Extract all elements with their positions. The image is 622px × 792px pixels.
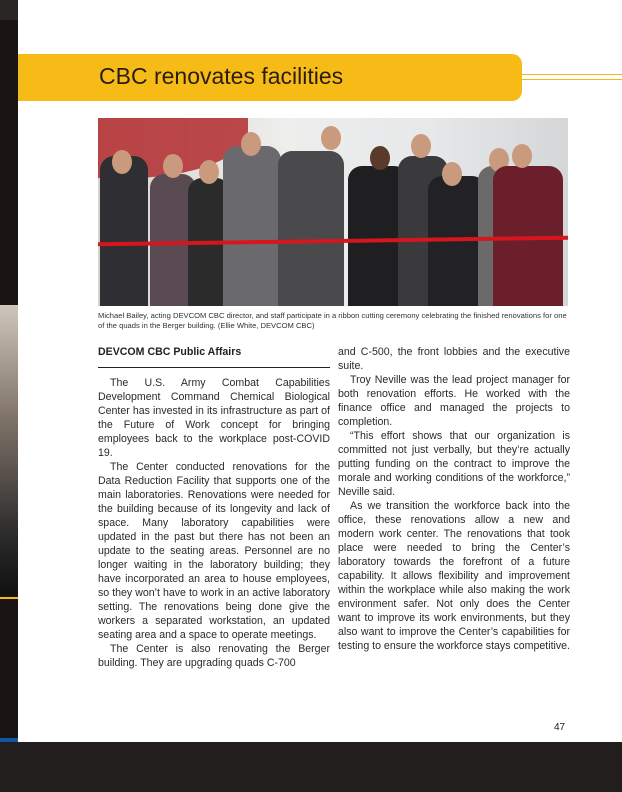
paragraph: Troy Neville was the lead project manager for both renovation efforts. He worked with the finance office and managed the projects to completion.: [338, 374, 570, 428]
paragraph: The Center is also renovating the Berger building. They are upgrading quads C-700: [98, 643, 330, 669]
title-rule: [522, 74, 622, 80]
paragraph: The U.S. Army Combat Capabilities Development Command Chemical Biological Center has invested in its infrastructure as part of the Future of Work concept for bringing employees back to the workplace post-COVID 19.: [98, 377, 330, 459]
page-title: CBC renovates facilities: [99, 63, 344, 89]
byline-rule: [98, 367, 330, 368]
bottom-band: [0, 742, 622, 792]
paragraph: As we transition the workforce back into the office, these renovations allow a new and modern work center. The renovations that took place were needed to bring the Center’s laboratory towards the forefront of a future capability. It allows flexibility and improvement within the workplace while also making the work environment safer. Not only does the Center want to improve its work environments, but they also want to improve the Center’s capabilities for testing to ensure the workforce stays competitive.: [338, 500, 570, 652]
title-banner: [18, 54, 522, 101]
page-number: 47: [554, 722, 566, 733]
article-column-left: [98, 376, 330, 670]
article-column-right: [338, 345, 570, 653]
ribbon-cutting-photo: [98, 118, 568, 306]
paragraph: “This effort shows that our organization is committed not just verbally, but they’re actually putting funding on the contract to improve the morale and working conditions of the workforce,” Neville said.: [338, 430, 570, 498]
paragraph: The Center conducted renovations for the Data Reduction Facility that supports one of the main laboratories. Renovations were needed for the building because of its longevity and lack of space. Many laboratory capabilities were updated in the past but there has not been an update to the seating areas. Personnel are no longer waiting in the laboratory building; they have incorporated an area to house employees, so they won’t have to work in an active laboratory setting. The renovations being done give the workers a separated workstation, an updated seating area and a space to operate meetings.: [98, 461, 330, 641]
previous-page-edge: [0, 0, 18, 742]
byline: DEVCOM CBC Public Affairs: [98, 346, 242, 358]
photo-caption: Michael Bailey, acting DEVCOM CBC director, and staff participate in a ribbon cutting ceremony celebrating the finished renovations for one of the quads in the Berger building. (Ellie White, DEVCOM CBC): [98, 311, 567, 330]
paragraph: and C-500, the front lobbies and the executive suite.: [338, 346, 570, 372]
